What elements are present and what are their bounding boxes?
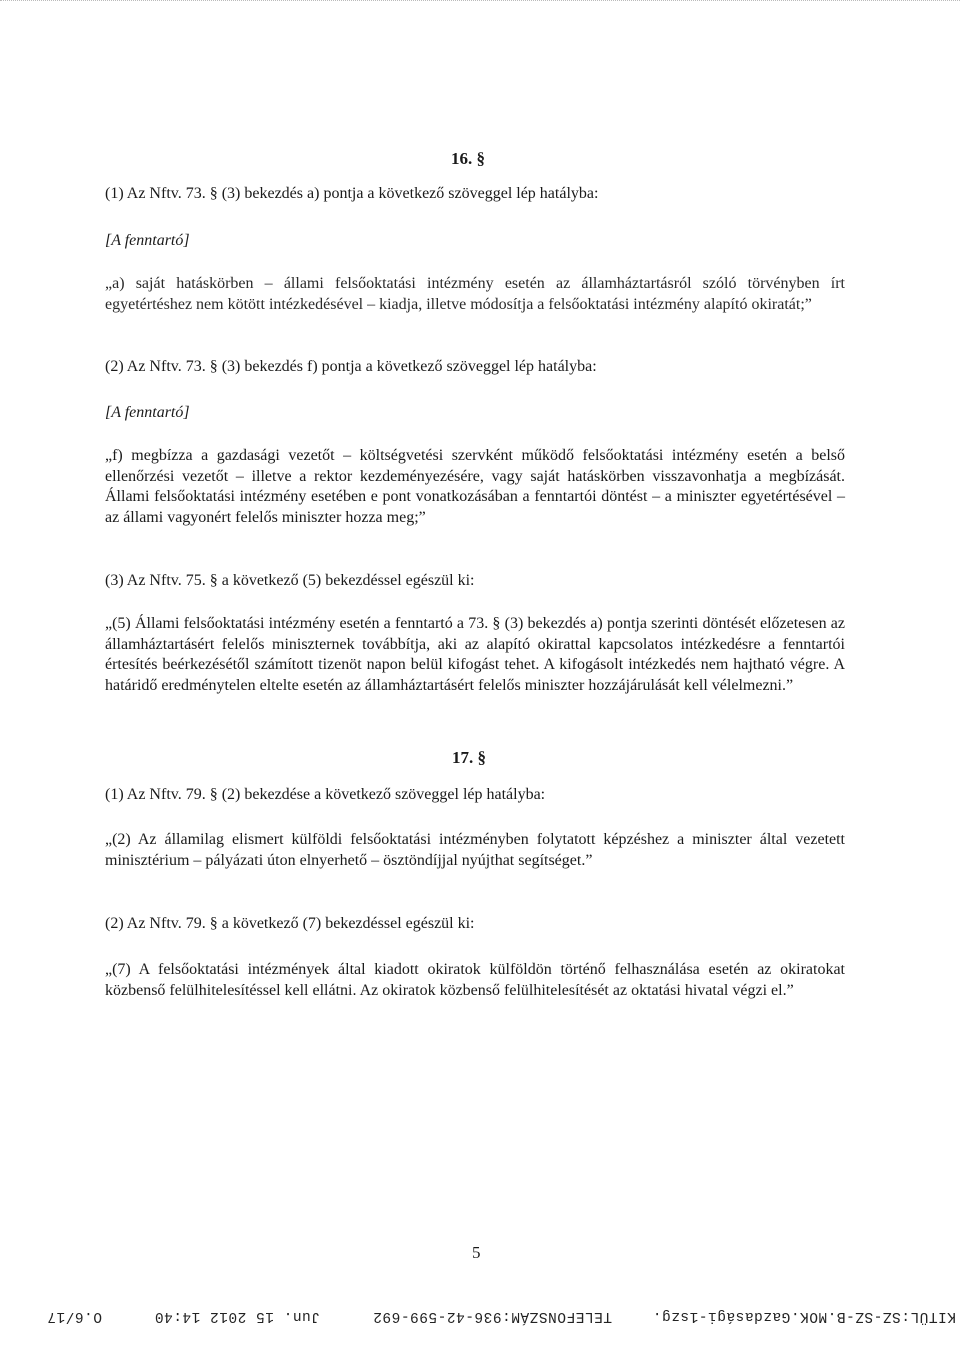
section-16-para-3-text: „(5) Állami felsőoktatási intézmény esetén a fenntartó a 73. § (3) bekezdés a) pontja szerinti döntését előzetesen az államháztartásért felelős miniszternek továbbítja, aki az alapító okirattal kapcsolatos intézkedésre a fenntartói értesítés beérkezésétől számított tizenöt napon belül kifogást tehet. A kifogásolt intézkedés nem hajtható végre. A határidő eredménytelen eltelte esetén az államháztartásért felelős miniszter hozzájárulását kell vélelmezni.” xyxy=(105,615,845,694)
section-16-para-1-text: „a) saját hatáskörben – állami felsőoktatási intézmény esetén az államháztartásról szóló törvényben írt egyetértéshez nem kötött intézkedésével – kiadja, illetve módosítja a felsőoktatási intézmény alapító okiratát;” xyxy=(105,275,845,313)
section-16-title: 16. § xyxy=(451,149,485,168)
page-number: 5 xyxy=(472,1243,481,1262)
fax-header-line xyxy=(0,1300,960,1324)
fax-date: Jun. 15 2012 14:40 xyxy=(154,1308,320,1324)
section-17-para-1-text: „(2) Az államilag elismert külföldi felsőoktatási intézményben folytatott képzéshez a miniszter által vezetett minisztérium – pályázati úton elnyerhető – ösztöndíjjal nyújthat segítséget.” xyxy=(105,831,845,869)
fax-page: O.6/17 xyxy=(46,1308,102,1324)
section-17-para-2-text: „(7) A felsőoktatási intézmények által kiadott okiratok külföldön történő felhasználása esetén az okiratokat közbenső felülhitelesítéssel kell ellátni. Az okiratok közbenső felülhitelesítését az oktatási hivatal végzi el.” xyxy=(105,961,845,999)
section-16-para-1-intro: (1) Az Nftv. 73. § (3) bekezdés a) pontja a következő szöveggel lép hatályba: xyxy=(105,185,599,202)
scan-top-border xyxy=(0,0,960,7)
section-16-para-1-label: [A fenntartó] xyxy=(105,232,190,249)
section-16-para-2-intro: (2) Az Nftv. 73. § (3) bekezdés f) pontja a következő szöveggel lép hatályba: xyxy=(105,358,597,375)
section-17-para-2-intro: (2) Az Nftv. 79. § a következő (7) bekezdéssel egészül ki: xyxy=(105,915,475,932)
section-17-title: 17. § xyxy=(452,748,486,767)
section-17-para-1-intro: (1) Az Nftv. 79. § (2) bekezdése a következő szöveggel lép hatályba: xyxy=(105,786,546,803)
section-16-para-2-label: [A fenntartó] xyxy=(105,404,190,421)
fax-sender: KITÜL:SZ-SZ-B.MOK.Gazdasági-1szg. xyxy=(652,1308,956,1324)
section-16-para-3-intro: (3) Az Nftv. 75. § a következő (5) bekezdéssel egészül ki: xyxy=(105,572,475,589)
section-16-para-2-text: „f) megbízza a gazdasági vezetőt – költségvetési szervként működő felsőoktatási intézmény esetén a belső ellenőrzési vezetőt – illetve a rektor kezdeményezésére, vagy saját hatáskörben visszavonhatja a megbízását. Állami felsőoktatási intézmény esetében e pont vonatkozásában a fenntartói döntést – a miniszter egyetértésével – az állami vagyonért felelős miniszter hozza meg;” xyxy=(105,447,845,526)
fax-phone: TELEFONSZÁM:936-42-599-692 xyxy=(372,1308,612,1324)
